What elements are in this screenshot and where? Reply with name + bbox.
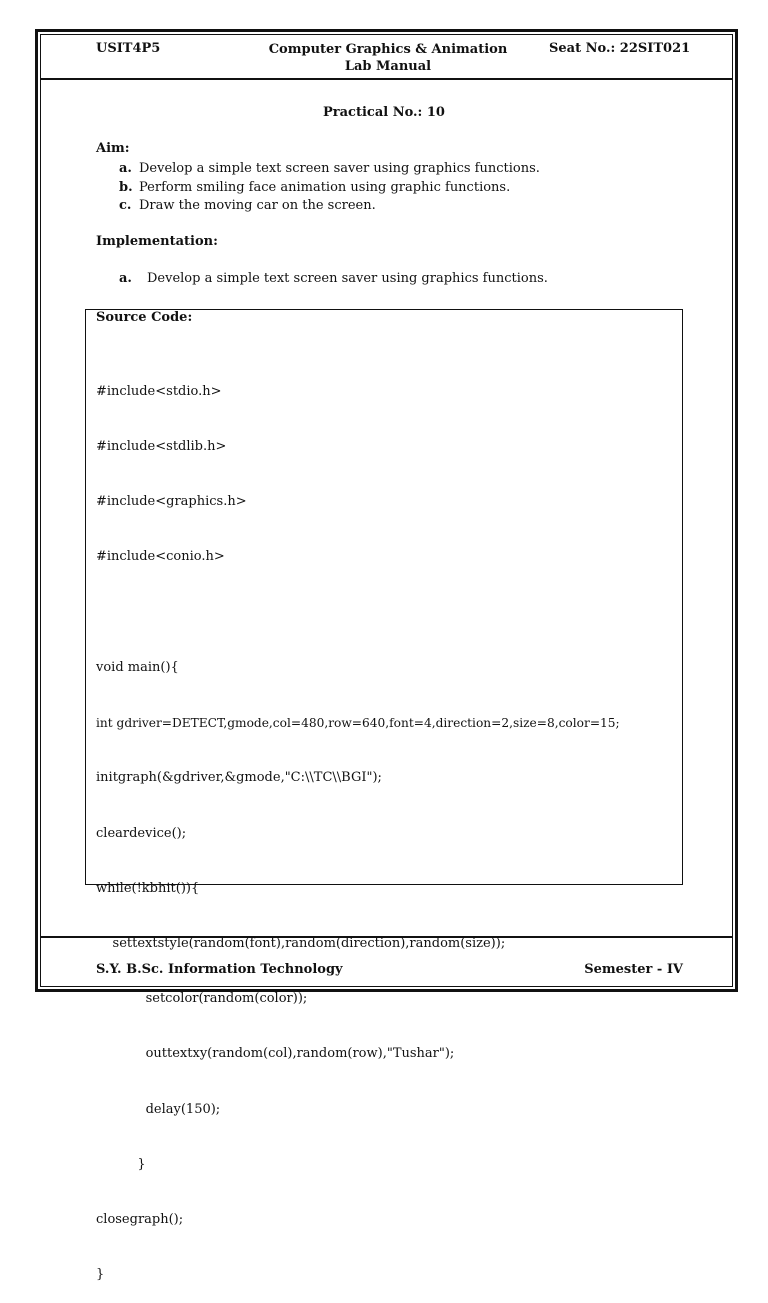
code-line — [96, 604, 620, 622]
implementation-item-text: Develop a simple text screen saver using graphics functions. — [147, 271, 548, 286]
footer-program: S.Y. B.Sc. Information Technology — [96, 962, 343, 977]
code-line: #include<stdlib.h> — [96, 439, 227, 455]
source-code — [96, 346, 620, 1303]
code-line: } — [96, 1267, 105, 1283]
code-line: delay(150); — [96, 1101, 221, 1117]
manual-title-line2: Lab Manual — [344, 59, 432, 74]
aim-item-letter: b. — [119, 179, 133, 195]
code-line: #include<stdio.h> — [96, 383, 222, 399]
implementation-heading: Implementation: — [96, 234, 218, 249]
aim-item — [119, 197, 540, 216]
code-line: while(!kbhit()){ — [96, 880, 200, 896]
practical-number: Practical No.: 10 — [323, 105, 445, 120]
manual-title — [262, 41, 514, 75]
aim-heading: Aim: — [96, 141, 130, 156]
aim-item-letter: a. — [119, 161, 132, 176]
implementation-item — [119, 271, 548, 286]
footer-semester: Semester - IV — [584, 962, 683, 977]
code-line: setcolor(random(color)); — [96, 991, 308, 1007]
implementation-item-letter: a. — [119, 271, 132, 286]
code-line: settextstyle(random(font),random(direction),random(size)); — [96, 936, 506, 951]
aim-item-text: Draw the moving car on the screen. — [139, 198, 376, 213]
aim-item — [119, 179, 540, 198]
course-code: USIT4P5 — [96, 41, 161, 56]
manual-title-line1: Computer Graphics & Animation — [268, 42, 508, 57]
source-code-heading: Source Code: — [96, 310, 193, 325]
code-line: #include<graphics.h> — [96, 494, 247, 510]
aim-item — [119, 160, 540, 179]
code-line: int gdriver=DETECT,gmode,col=480,row=640,font=4,direction=2,size=8,color=15; — [96, 716, 620, 731]
aim-item-letter: c. — [119, 198, 132, 213]
code-line: initgraph(&gdriver,&gmode,"C:\\TC\\BGI"); — [96, 770, 382, 786]
code-line: cleardevice(); — [96, 825, 187, 841]
code-line: closegraph(); — [96, 1212, 184, 1228]
seat-number: Seat No.: 22SIT021 — [549, 41, 691, 56]
aim-item-text: Develop a simple text screen saver using graphics functions. — [139, 161, 540, 176]
aim-list — [119, 160, 540, 216]
code-line: void main(){ — [96, 659, 179, 675]
header-divider — [40, 78, 733, 80]
aim-item-text: Perform smiling face animation using graphic functions. — [139, 179, 511, 195]
code-line: outtextxy(random(col),random(row),"Tushar"); — [96, 1046, 455, 1062]
code-line: } — [96, 1156, 146, 1172]
code-line: #include<conio.h> — [96, 549, 225, 565]
